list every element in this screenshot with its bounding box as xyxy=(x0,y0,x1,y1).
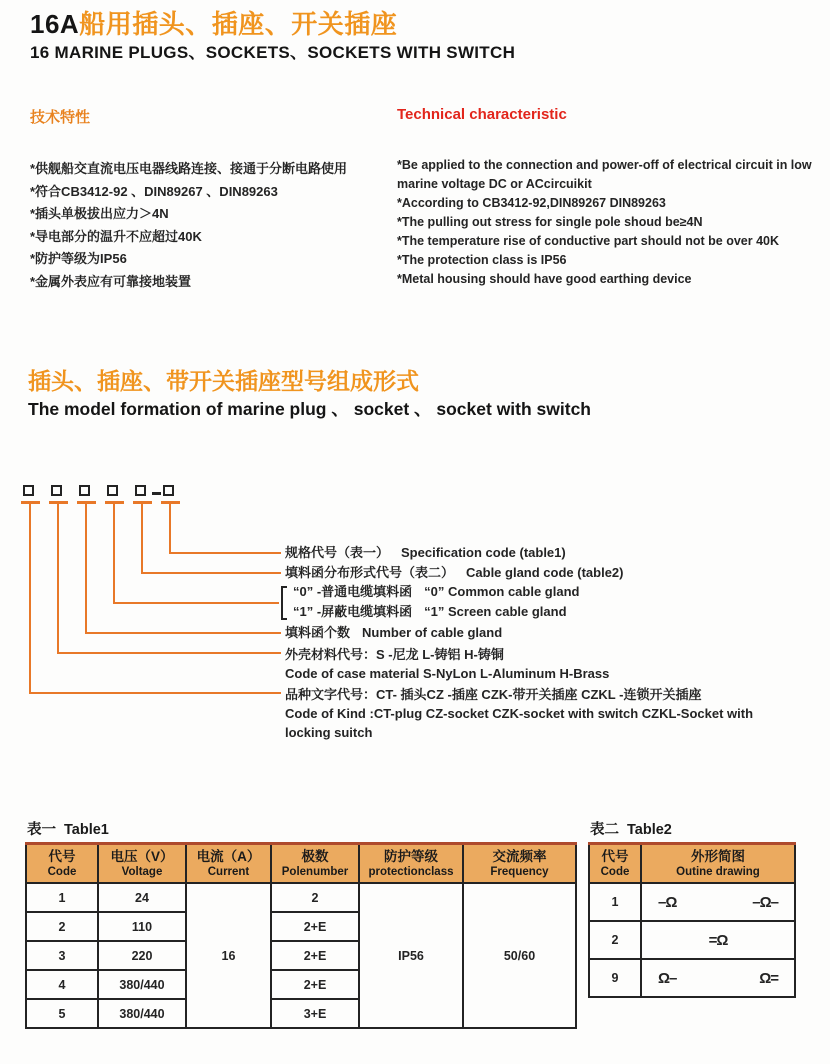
code-box-3 xyxy=(79,485,90,496)
cell-drawing xyxy=(641,959,795,997)
code-box-4 xyxy=(107,485,118,496)
plug-outline-icon: Ω= xyxy=(759,969,778,987)
connector-line xyxy=(169,552,281,554)
diagram-label-screen-gland: “1” -屏蔽电缆填料函 “1” Screen cable gland xyxy=(293,604,567,619)
tech-characteristics-en xyxy=(397,106,822,289)
tech-characteristics-cn xyxy=(30,106,392,293)
page-title-line1 xyxy=(30,10,515,38)
title-rating: 16A xyxy=(30,9,80,39)
table2-col-drawing: 外形简图 Outine drawing xyxy=(641,844,795,884)
cell-code: 1 xyxy=(589,883,641,921)
cell-voltage: 380/440 xyxy=(98,970,186,999)
cell-voltage: 380/440 xyxy=(98,999,186,1028)
tech-heading-cn: 技术特性 xyxy=(30,109,91,126)
diagram-label-specification: 规格代号（表一） Specification code (table1) xyxy=(285,545,566,560)
connector-line xyxy=(29,692,281,694)
cell-current-merged: 16 xyxy=(186,883,271,1028)
cell-pole: 2+E xyxy=(271,970,359,999)
table1-specification xyxy=(25,842,577,1029)
cell-drawing xyxy=(641,883,795,921)
plug-outline-icon: =Ω xyxy=(708,931,728,949)
tech-item-cn: *导电部分的温升不应超过40K xyxy=(30,228,202,244)
connector-line xyxy=(57,652,281,654)
diagram-label-case-material: 外壳材料代号：S -尼龙 L-铸铝 H-铸铜 Code of case material S-NyLon L-Aluminum H-Brass xyxy=(285,647,610,681)
connector-line xyxy=(113,504,115,604)
tech-item-en: *According to CB3412-92,DIN89267 DIN89263 xyxy=(397,196,666,210)
tech-item-en: *The pulling out stress for single pole shoud be≥4N xyxy=(397,215,703,229)
tech-item-en: *The temperature rise of conductive part should not be over 40K xyxy=(397,234,780,248)
tech-heading-en: Technical characteristic xyxy=(397,106,567,123)
table2-header-row xyxy=(589,844,795,884)
cell-protection-merged: IP56 xyxy=(359,883,463,1028)
cell-voltage: 24 xyxy=(98,883,186,912)
plug-outline-icon: –Ω– xyxy=(752,893,778,911)
cell-code: 1 xyxy=(26,883,98,912)
table1-header-row xyxy=(26,844,576,884)
cell-code: 9 xyxy=(589,959,641,997)
diagram-label-gland-number: 填料函个数 Number of cable gland xyxy=(285,625,503,640)
table-row xyxy=(589,883,795,921)
connector-line xyxy=(85,632,281,634)
table1-col-protection: 防护等级 protectionclass xyxy=(359,844,463,884)
model-heading-cn: 插头、插座、带开关插座型号组成形式 xyxy=(28,368,419,394)
table2-caption: 表二 Table2 xyxy=(590,822,672,838)
tech-item-cn: *防护等级为IP56 xyxy=(30,251,127,266)
table-row xyxy=(589,921,795,959)
cell-code: 5 xyxy=(26,999,98,1028)
cell-voltage: 220 xyxy=(98,941,186,970)
cell-code: 2 xyxy=(589,921,641,959)
table2-outline-drawing xyxy=(588,842,796,998)
code-box-5 xyxy=(135,485,146,496)
cell-frequency-merged: 50/60 xyxy=(463,883,576,1028)
plug-outline-icon: –Ω xyxy=(658,893,677,911)
table1-col-polenumber: 极数 Polenumber xyxy=(271,844,359,884)
diagram-label-kind-code: 品种文字代号：CT- 插头CZ -插座 CZK-带开关插座 CZKL -连锁开关插座 Code of Kind :CT-plug CZ-socket CZK-socket with switch CZKL-Socket with locking suitch xyxy=(285,687,754,740)
table1-col-code: 代号 Code xyxy=(26,844,98,884)
table2-col-code: 代号 Code xyxy=(589,844,641,884)
connector-line xyxy=(141,572,281,574)
tech-item-cn: *插头单极拔出应力＞4N xyxy=(30,206,169,221)
table1-col-current: 电流（A） Current xyxy=(186,844,271,884)
table-row xyxy=(589,959,795,997)
tech-item-en: *Be applied to the connection and power-off of electrical circuit in low marine voltage DC or ACcircuikit xyxy=(397,158,812,191)
cell-code: 4 xyxy=(26,970,98,999)
tech-item-en: *The protection class is IP56 xyxy=(397,253,567,267)
cell-pole: 2+E xyxy=(271,912,359,941)
title-cn: 船用插头、插座、开关插座 xyxy=(79,9,398,39)
connector-line xyxy=(57,504,59,654)
code-box-1 xyxy=(23,485,34,496)
code-dash xyxy=(152,492,161,495)
cell-pole: 3+E xyxy=(271,999,359,1028)
cell-code: 2 xyxy=(26,912,98,941)
connector-line xyxy=(169,504,171,554)
plug-outline-icon: Ω– xyxy=(658,969,677,987)
page-title xyxy=(30,10,515,63)
table1-col-voltage: 电压（V） Voltage xyxy=(98,844,186,884)
title-en: 16 MARINE PLUGS、SOCKETS、SOCKETS WITH SWITCH xyxy=(30,43,516,62)
cell-code: 3 xyxy=(26,941,98,970)
code-box-6 xyxy=(163,485,174,496)
model-code-diagram xyxy=(23,485,823,760)
cell-pole: 2 xyxy=(271,883,359,912)
tech-item-cn: *符合CB3412-92 、DIN89267 、DIN89263 xyxy=(30,183,278,199)
tech-items-en xyxy=(397,156,822,289)
connector-line xyxy=(113,602,279,604)
cell-pole: 2+E xyxy=(271,941,359,970)
tech-item-cn: *供舰船交直流电压电器线路连接、接通于分断电路使用 xyxy=(30,161,348,176)
tech-item-en: *Metal housing should have good earthing device xyxy=(397,272,692,286)
model-heading-en: The model formation of marine plug 、 socket 、 socket with switch xyxy=(28,399,591,419)
connector-line xyxy=(29,504,31,694)
tech-item-cn: *金属外表应有可靠接地装置 xyxy=(30,273,192,289)
diagram-label-cable-gland-code: 填料函分布形式代号（表二） Cable gland code (table2) xyxy=(285,565,624,580)
cell-drawing xyxy=(641,921,795,959)
model-formation-heading xyxy=(28,369,591,421)
cell-voltage: 110 xyxy=(98,912,186,941)
diagram-label-common-gland: “0” -普通电缆填料函 “0” Common cable gland xyxy=(293,584,580,599)
table1-caption: 表一 Table1 xyxy=(27,822,109,838)
bracket xyxy=(281,586,287,620)
table1-col-frequency: 交流频率 Frequency xyxy=(463,844,576,884)
connector-line xyxy=(85,504,87,634)
connector-line xyxy=(141,504,143,574)
code-box-2 xyxy=(51,485,62,496)
tech-items-cn xyxy=(30,158,392,293)
table-row xyxy=(26,883,576,912)
